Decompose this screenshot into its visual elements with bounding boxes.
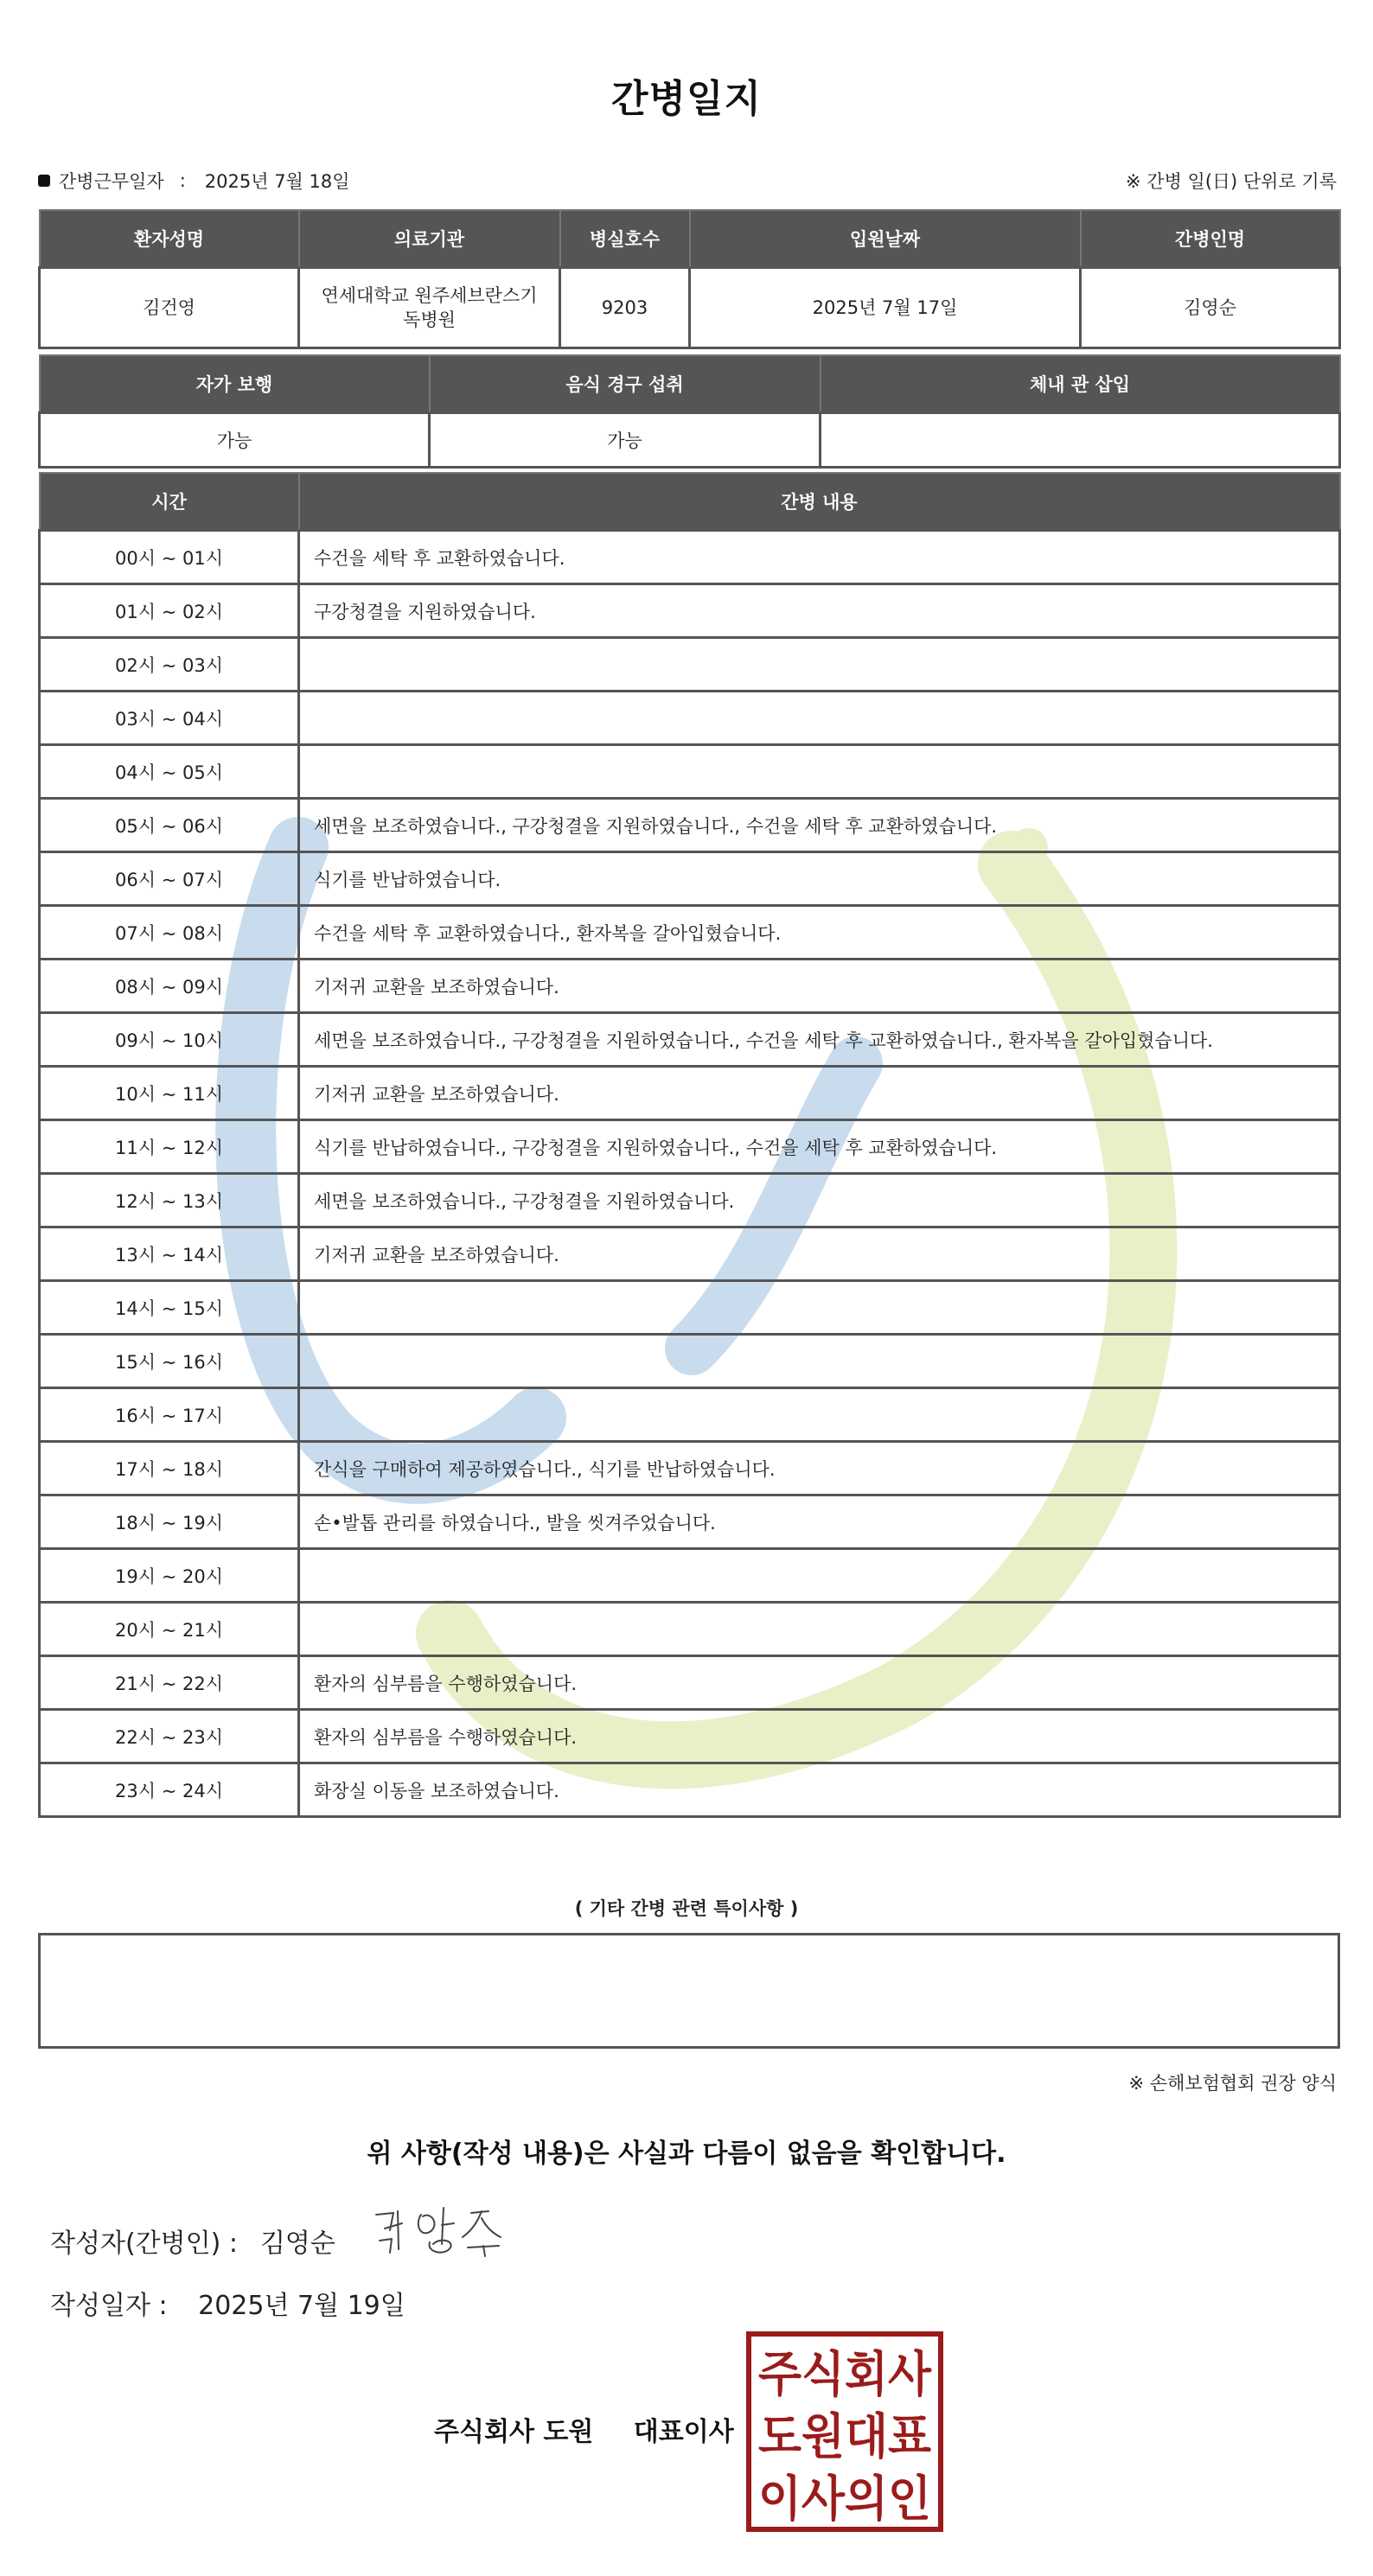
hospital-name: 연세대학교 원주세브란스기독병원 — [299, 268, 560, 348]
record-unit-note: ※ 간병 일(日) 단위로 기록 — [1126, 171, 1337, 192]
time-cell: 11시 ~ 12시 — [40, 1120, 299, 1174]
content-cell — [299, 1281, 1340, 1335]
time-cell: 13시 ~ 14시 — [40, 1227, 299, 1281]
table-row — [40, 906, 1340, 960]
table-row — [40, 1174, 1340, 1227]
header-room-number: 병실호수 — [560, 210, 690, 268]
header-hospital: 의료기관 — [299, 210, 560, 268]
time-cell: 04시 ~ 05시 — [40, 745, 299, 799]
time-cell: 15시 ~ 16시 — [40, 1335, 299, 1388]
table-row — [40, 1603, 1340, 1656]
content-cell: 세면을 보조하였습니다., 구강청결을 지원하였습니다., 수건을 세탁 후 교환하였습니다. — [299, 799, 1340, 852]
company-line — [434, 2410, 734, 2448]
time-cell: 03시 ~ 04시 — [40, 692, 299, 745]
content-cell: 기저귀 교환을 보조하였습니다. — [299, 960, 1340, 1013]
time-cell: 18시 ~ 19시 — [40, 1495, 299, 1549]
care-date-value: 2025년 7월 18일 — [204, 171, 350, 192]
content-cell — [299, 1335, 1340, 1388]
content-cell — [299, 1549, 1340, 1603]
content-cell: 식기를 반납하였습니다., 구강청결을 지원하였습니다., 수건을 세탁 후 교환하였습니다. — [299, 1120, 1340, 1174]
table-row — [40, 1656, 1340, 1710]
written-date-label: 작성일자 : — [50, 2291, 168, 2321]
content-cell: 세면을 보조하였습니다., 구강청결을 지원하였습니다. — [299, 1174, 1340, 1227]
seal-line-1: 주식회사 — [758, 2347, 932, 2403]
time-cell: 23시 ~ 24시 — [40, 1763, 299, 1817]
time-cell: 17시 ~ 18시 — [40, 1442, 299, 1495]
table-row — [40, 1549, 1340, 1603]
header-oral-intake: 음식 경구 섭취 — [430, 355, 821, 413]
table-row — [40, 1120, 1340, 1174]
header-patient-name: 환자성명 — [40, 210, 299, 268]
care-date-separator: : — [179, 170, 186, 191]
time-cell: 10시 ~ 11시 — [40, 1067, 299, 1120]
page-title: 간병일지 — [610, 77, 762, 121]
time-cell: 20시 ~ 21시 — [40, 1603, 299, 1656]
content-cell — [299, 745, 1340, 799]
patient-info-header-row — [40, 210, 1340, 268]
content-cell: 환자의 심부름을 수행하였습니다. — [299, 1656, 1340, 1710]
content-cell: 화장실 이동을 보조하였습니다. — [299, 1763, 1340, 1817]
table-row — [40, 531, 1340, 584]
time-cell: 21시 ~ 22시 — [40, 1656, 299, 1710]
company-name: 주식회사 도원 — [434, 2417, 594, 2447]
writer-label: 작성자(간병인) : — [50, 2228, 238, 2259]
care-log-header-row — [40, 473, 1340, 531]
table-row — [40, 692, 1340, 745]
table-row — [40, 638, 1340, 692]
ability-value-row — [40, 413, 1340, 468]
written-date-line — [50, 2284, 406, 2322]
seal-line-2: 도원대표 — [758, 2409, 931, 2465]
time-cell: 02시 ~ 03시 — [40, 638, 299, 692]
table-row — [40, 1442, 1340, 1495]
room-number: 9203 — [560, 268, 690, 348]
header-care-content: 간병 내용 — [299, 473, 1340, 531]
confirmation-statement: 위 사항(작성 내용)은 사실과 다름이 없음을 확인합니다. — [367, 2139, 1006, 2169]
ability-header-row — [40, 355, 1340, 413]
table-row — [40, 1281, 1340, 1335]
time-cell: 06시 ~ 07시 — [40, 852, 299, 906]
tube-insertion-value — [821, 413, 1340, 468]
admission-date: 2025년 7월 17일 — [690, 268, 1081, 348]
patient-info-value-row — [40, 268, 1340, 348]
content-cell — [299, 692, 1340, 745]
handwritten-signature — [367, 2196, 540, 2265]
time-cell: 07시 ~ 08시 — [40, 906, 299, 960]
caregiver-name: 김영순 — [1081, 268, 1340, 348]
content-cell: 환자의 심부름을 수행하였습니다. — [299, 1710, 1340, 1763]
content-cell — [299, 1388, 1340, 1442]
table-row — [40, 1388, 1340, 1442]
header-caregiver-name: 간병인명 — [1081, 210, 1340, 268]
table-row — [40, 1763, 1340, 1817]
time-cell: 19시 ~ 20시 — [40, 1549, 299, 1603]
time-cell: 12시 ~ 13시 — [40, 1174, 299, 1227]
patient-info-table — [38, 209, 1341, 349]
table-row — [40, 960, 1340, 1013]
patient-ability-table — [38, 354, 1341, 469]
patient-name: 김건영 — [40, 268, 299, 348]
content-cell: 손•발톱 관리를 하였습니다., 발을 씻겨주었습니다. — [299, 1495, 1340, 1549]
time-cell: 22시 ~ 23시 — [40, 1710, 299, 1763]
table-row — [40, 852, 1340, 906]
header-self-walking: 자가 보행 — [40, 355, 430, 413]
table-row — [40, 799, 1340, 852]
table-row — [40, 745, 1340, 799]
table-row — [40, 1227, 1340, 1281]
square-bullet-icon — [38, 175, 50, 187]
writer-name: 김영순 — [259, 2228, 335, 2259]
content-cell: 수건을 세탁 후 교환하였습니다. — [299, 531, 1340, 584]
time-cell: 14시 ~ 15시 — [40, 1281, 299, 1335]
table-row — [40, 1495, 1340, 1549]
table-row — [40, 1067, 1340, 1120]
form-source-note: ※ 손해보험협회 권장 양식 — [1128, 2073, 1337, 2094]
content-cell — [299, 638, 1340, 692]
content-cell — [299, 1603, 1340, 1656]
special-notes-label: ( 기타 간병 관련 특이사항 ) — [574, 1898, 799, 1919]
table-row — [40, 1013, 1340, 1067]
seal-line-3: 이사의인 — [758, 2471, 931, 2528]
table-row — [40, 1710, 1340, 1763]
content-cell: 기저귀 교환을 보조하였습니다. — [299, 1227, 1340, 1281]
content-cell: 수건을 세탁 후 교환하였습니다., 환자복을 갈아입혔습니다. — [299, 906, 1340, 960]
oral-intake-value: 가능 — [430, 413, 821, 468]
writer-line — [50, 2222, 335, 2260]
content-cell: 구강청결을 지원하였습니다. — [299, 584, 1340, 638]
time-cell: 00시 ~ 01시 — [40, 531, 299, 584]
content-cell: 기저귀 교환을 보조하였습니다. — [299, 1067, 1340, 1120]
header-time: 시간 — [40, 473, 299, 531]
care-log-table — [38, 472, 1341, 1818]
company-seal — [745, 2331, 944, 2533]
special-notes-box — [38, 1933, 1340, 2049]
header-tube-insertion: 체내 관 삽입 — [821, 355, 1340, 413]
table-row — [40, 584, 1340, 638]
time-cell: 01시 ~ 02시 — [40, 584, 299, 638]
care-date-line — [38, 168, 350, 194]
header-admission-date: 입원날짜 — [690, 210, 1081, 268]
self-walking-value: 가능 — [40, 413, 430, 468]
time-cell: 09시 ~ 10시 — [40, 1013, 299, 1067]
table-row — [40, 1335, 1340, 1388]
content-cell: 식기를 반납하였습니다. — [299, 852, 1340, 906]
content-cell: 간식을 구매하여 제공하였습니다., 식기를 반납하였습니다. — [299, 1442, 1340, 1495]
time-cell: 05시 ~ 06시 — [40, 799, 299, 852]
company-title: 대표이사 — [633, 2417, 734, 2447]
time-cell: 08시 ~ 09시 — [40, 960, 299, 1013]
care-date-label: 간병근무일자 — [59, 171, 164, 192]
content-cell: 세면을 보조하였습니다., 구강청결을 지원하였습니다., 수건을 세탁 후 교환하였습니다., 환자복을 갈아입혔습니다. — [299, 1013, 1340, 1067]
written-date-value: 2025년 7월 19일 — [198, 2291, 406, 2321]
time-cell: 16시 ~ 17시 — [40, 1388, 299, 1442]
